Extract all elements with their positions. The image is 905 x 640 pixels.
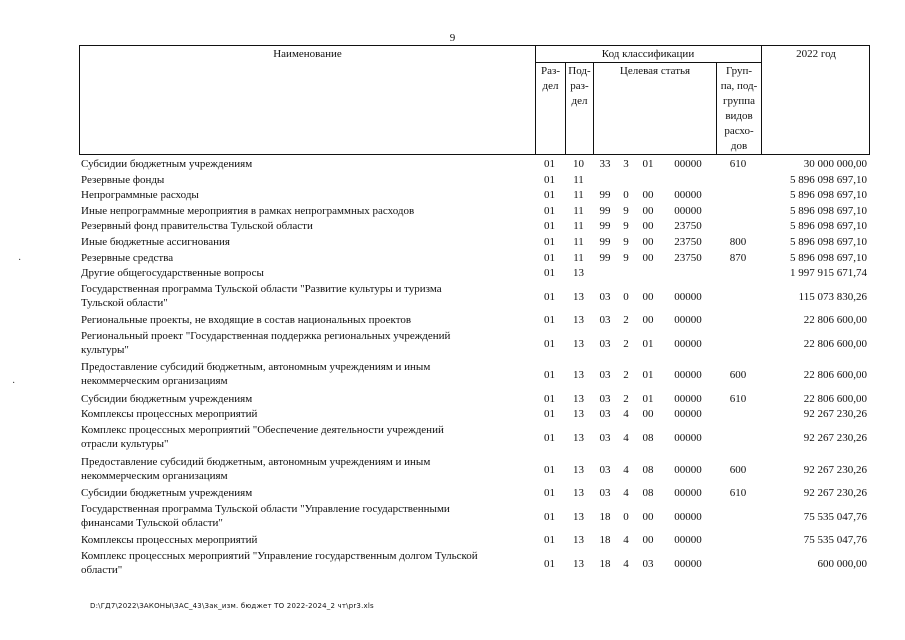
row-code-c2: 9 [623,204,629,217]
row-code-c4: 23750 [674,220,702,233]
row-code-pod: 13 [573,314,584,327]
table-row [79,392,870,408]
row-name [81,329,533,357]
row-name-line: Комплекс процессных мероприятий "Управление государственным долгом Тульской [81,549,478,562]
row-amount: 5 896 098 697,10 [790,204,867,217]
row-amount: 600 000,00 [817,557,867,570]
row-code-c3: 08 [642,463,654,476]
row-code-grp: 610 [729,487,747,500]
file-path: D:\ГД7\2022\ЗАКОНЫ\ЗАС_43\Зак_изм. бюджет ТО 2022-2024_2 чт\pr3.xls [90,602,374,610]
row-code-c1: 03 [599,314,611,327]
row-code-c4: 00000 [674,369,702,382]
row-code-pod: 13 [573,463,584,476]
row-name-line: отрасли культуры" [81,438,169,451]
row-amount: 92 267 230,26 [803,463,867,476]
row-code-grp: 600 [729,463,747,476]
table-row [79,407,870,423]
row-code-pod: 11 [573,251,584,264]
row-code-grp: 800 [729,235,747,248]
row-name-line: Комплекс процессных мероприятий "Обеспечение деятельности учреждений [81,424,444,437]
row-name [81,502,533,530]
row-code-c3: 00 [642,510,654,523]
row-amount: 22 806 600,00 [803,337,867,350]
row-amount: 5 896 098 697,10 [790,173,867,186]
row-code-raz: 01 [544,204,555,217]
row-name [81,392,533,406]
row-name-line: Государственная программа Тульской области "Управление государственными [81,502,450,515]
row-code-c2: 3 [623,158,629,170]
row-code-c3: 00 [642,220,654,233]
row-code-pod: 13 [573,408,584,421]
row-amount: 5 896 098 697,10 [790,220,867,233]
row-code-pod: 13 [573,487,584,500]
row-code-raz: 01 [544,251,555,264]
table-row [79,235,870,251]
row-code-c4: 00000 [674,408,702,421]
row-amount: 5 896 098 697,10 [790,235,867,248]
row-code-c2: 4 [623,463,629,476]
table-row [79,360,870,392]
row-code-c2: 0 [623,290,629,303]
row-amount: 92 267 230,26 [803,487,867,500]
table-row [79,313,870,329]
table-body [79,157,870,580]
table-row [79,173,870,189]
row-code-c4: 00000 [674,158,702,170]
table-row [79,502,870,534]
row-name [81,486,533,500]
table-row [79,533,870,549]
row-amount: 22 806 600,00 [803,369,867,382]
row-code-c3: 01 [642,392,654,405]
row-name-line: культуры" [81,343,129,356]
row-name [81,204,533,218]
table-row [79,423,870,455]
row-code-pod: 11 [573,220,584,233]
header-group: Груп- па, под- группа видов расхо- дов [720,65,758,152]
table-row [79,219,870,235]
row-amount: 75 535 047,76 [803,534,867,547]
row-code-grp: 610 [729,392,747,405]
row-code-c1: 33 [599,158,611,170]
header-classification: Код классификации [601,48,695,60]
row-name [81,455,533,483]
row-code-raz: 01 [544,557,555,570]
row-code-raz: 01 [544,267,555,280]
row-name-line: Непрограммные расходы [81,189,199,202]
row-code-c3: 00 [642,251,654,264]
table-header [79,45,870,155]
header-year: 2022 год [796,48,836,60]
row-amount: 5 896 098 697,10 [790,251,867,264]
table-row [79,157,870,173]
row-code-c1: 03 [599,290,611,303]
row-name [81,423,533,451]
row-amount: 1 997 915 671,74 [790,267,867,280]
row-code-c3: 00 [642,314,654,327]
row-name-line: некоммерческим организациям [81,375,228,388]
row-code-raz: 01 [544,220,555,233]
row-code-pod: 13 [573,510,584,523]
row-code-c1: 99 [599,204,611,217]
row-amount: 22 806 600,00 [803,392,867,405]
row-code-raz: 01 [544,337,555,350]
row-code-c3: 08 [642,487,654,500]
row-code-pod: 13 [573,369,584,382]
row-name [81,251,533,265]
row-code-grp: 600 [729,369,747,382]
row-name-line: Комплексы процессных мероприятий [81,534,258,547]
row-code-c1: 03 [599,463,611,476]
row-name [81,266,533,280]
page-number: 9 [449,32,456,44]
row-code-c2: 2 [623,314,629,327]
row-name [81,533,533,547]
row-code-c2: 4 [623,487,629,500]
row-code-pod: 11 [573,189,584,202]
row-code-c3: 08 [642,432,654,445]
row-name-line: Предоставление субсидий бюджетным, автономным учреждениям и иным [81,361,431,374]
row-name-line: области" [81,563,123,576]
header-target-article: Целевая статья [619,65,691,77]
row-name-line: Субсидии бюджетным учреждениям [81,487,253,500]
row-amount: 92 267 230,26 [803,432,867,445]
row-code-pod: 13 [573,557,584,570]
row-name-line: Субсидии бюджетным учреждениям [81,392,253,405]
row-name-line: Субсидии бюджетным учреждениям [81,158,253,170]
row-code-raz: 01 [544,189,555,202]
row-code-c3: 00 [642,408,654,421]
row-code-c2: 0 [623,510,629,523]
row-name [81,313,533,327]
row-amount: 5 896 098 697,10 [790,189,867,202]
divider [535,62,761,63]
row-name-line: Иные бюджетные ассигнования [81,235,230,248]
row-code-c3: 01 [642,158,654,170]
row-code-c3: 00 [642,235,654,248]
row-code-c2: 0 [623,189,629,202]
row-code-raz: 01 [544,314,555,327]
row-code-pod: 13 [573,392,584,405]
row-code-c1: 99 [599,251,611,264]
row-code-c3: 01 [642,337,654,350]
table-row [79,549,870,581]
row-code-c1: 18 [599,557,611,570]
row-name-line: Иные непрограммные мероприятия в рамках непрограммных расходов [81,204,415,217]
row-code-c4: 00000 [674,290,702,303]
row-code-c1: 03 [599,337,611,350]
row-code-c1: 18 [599,534,611,547]
row-name-line: Государственная программа Тульской области "Развитие культуры и туризма [81,282,442,295]
row-code-c1: 99 [599,235,611,248]
row-code-c1: 03 [599,392,611,405]
row-code-c3: 00 [642,290,654,303]
row-code-c4: 00000 [674,487,702,500]
scan-mark: · [12,378,16,389]
row-code-c4: 00000 [674,463,702,476]
table-row [79,266,870,282]
row-code-pod: 11 [573,173,584,186]
row-code-c2: 4 [623,534,629,547]
table-row [79,204,870,220]
row-code-pod: 11 [573,204,584,217]
table-row [79,486,870,502]
header-section: Раз- дел [540,65,560,92]
row-amount: 92 267 230,26 [803,408,867,421]
row-code-grp: 610 [729,158,747,170]
row-code-raz: 01 [544,463,555,476]
row-code-c3: 00 [642,189,654,202]
row-code-grp: 870 [729,251,747,264]
row-code-c1: 03 [599,432,611,445]
table-row [79,329,870,361]
table-row [79,455,870,487]
row-code-raz: 01 [544,534,555,547]
row-code-pod: 13 [573,534,584,547]
row-code-pod: 13 [573,432,584,445]
row-name [81,282,533,310]
row-name-line: Предоставление субсидий бюджетным, автономным учреждениям и иным [81,455,431,468]
row-name [81,235,533,249]
row-name [81,219,533,233]
scan-mark: · [18,255,22,266]
row-name [81,173,533,187]
row-code-c4: 00000 [674,204,702,217]
row-amount: 115 073 830,26 [798,290,867,303]
row-name-line: Тульской области" [81,296,168,309]
row-name-line: финансами Тульской области" [81,516,223,529]
row-name [81,157,533,171]
row-name-line: Комплексы процессных мероприятий [81,408,258,421]
row-code-c1: 03 [599,408,611,421]
row-code-c3: 01 [642,369,654,382]
row-code-c2: 2 [623,392,629,405]
row-code-raz: 01 [544,369,555,382]
row-name-line: Другие общегосударственные вопросы [81,267,264,280]
table-row [79,188,870,204]
row-code-c1: 99 [599,220,611,233]
header-name: Наименование [273,48,342,60]
row-code-c4: 00000 [674,557,702,570]
row-code-raz: 01 [544,408,555,421]
row-name [81,188,533,202]
row-name-line: некоммерческим организациям [81,469,228,482]
row-code-c3: 00 [642,534,654,547]
row-code-c4: 00000 [674,432,702,445]
row-code-raz: 01 [544,173,555,186]
row-code-c2: 9 [623,235,629,248]
row-name-line: Резервные средства [81,251,174,264]
row-code-c2: 9 [623,251,629,264]
row-code-c3: 00 [642,204,654,217]
row-code-c3: 03 [642,557,654,570]
row-code-c1: 99 [599,189,611,202]
table-row [79,251,870,267]
row-code-c1: 03 [599,369,611,382]
row-code-raz: 01 [544,290,555,303]
row-code-c4: 23750 [674,235,702,248]
row-code-c4: 00000 [674,189,702,202]
row-code-c4: 00000 [674,392,702,405]
row-code-c2: 4 [623,408,629,421]
row-name [81,360,533,388]
divider [761,46,762,154]
row-code-c2: 4 [623,557,629,570]
row-code-c4: 00000 [674,534,702,547]
header-subsection: Под- раз- дел [568,65,591,107]
row-code-c2: 9 [623,220,629,233]
row-name [81,407,533,421]
row-code-c4: 23750 [674,251,702,264]
row-amount: 75 535 047,76 [803,510,867,523]
row-code-raz: 01 [544,432,555,445]
row-code-c1: 18 [599,510,611,523]
row-code-pod: 13 [573,337,584,350]
row-code-pod: 10 [573,158,584,170]
row-code-c2: 2 [623,337,629,350]
row-name-line: Резервный фонд правительства Тульской области [81,220,313,233]
row-code-c1: 03 [599,487,611,500]
row-code-raz: 01 [544,510,555,523]
row-code-c2: 4 [623,432,629,445]
row-amount: 30 000 000,00 [803,158,867,170]
row-name [81,549,533,577]
row-code-raz: 01 [544,235,555,248]
row-code-pod: 13 [573,267,584,280]
row-code-pod: 11 [573,235,584,248]
row-code-c4: 00000 [674,314,702,327]
row-code-raz: 01 [544,158,555,170]
row-code-raz: 01 [544,392,555,405]
row-code-pod: 13 [573,290,584,303]
row-name-line: Региональные проекты, не входящие в состав национальных проектов [81,314,412,327]
row-amount: 22 806 600,00 [803,314,867,327]
row-name-line: Резервные фонды [81,173,165,186]
row-code-c2: 2 [623,369,629,382]
table-row [79,282,870,314]
row-name-line: Региональный проект "Государственная поддержка региональных учреждений [81,329,451,342]
row-code-raz: 01 [544,487,555,500]
row-code-c4: 00000 [674,337,702,350]
row-code-c4: 00000 [674,510,702,523]
